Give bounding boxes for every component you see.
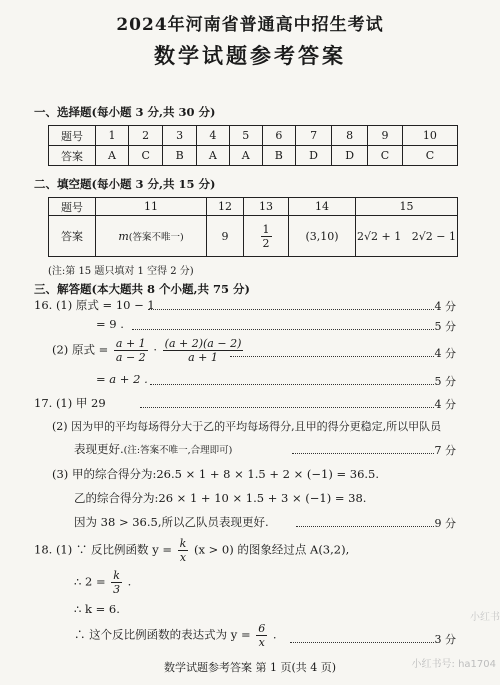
q18-part1-line3: ∴ k = 6. [74, 602, 120, 616]
fraction-numerator: k [113, 569, 120, 582]
question-number: 3 [163, 126, 196, 146]
answer-cell [244, 216, 289, 257]
answer-cell: C [402, 146, 457, 166]
q18-text: ∴ 这个反比例函数的表达式为 y = [74, 627, 251, 642]
q17-part3-line1: (3) 甲的综合得分为:26.5 × 1 + 8 × 1.5 + 2 × (−1) = 36.5. [52, 467, 380, 481]
dot-leader [150, 384, 434, 385]
answer-cell: B [163, 146, 196, 166]
fraction-numerator: (a + 2)(a − 2) [164, 337, 242, 350]
watermark: 小红书 [470, 612, 500, 623]
q17-part3-line3: 因为 38 > 36.5,所以乙队员表现更好. [74, 515, 269, 529]
score-label: 5 分 [434, 320, 456, 333]
answer-cell: A [196, 146, 229, 166]
q17-part2-line1: (2) 因为甲的平均每场得分大于乙的平均每场得分,且甲的得分更稳定,所以甲队员 [52, 420, 442, 433]
q18-text: ∴ 2 = [74, 574, 106, 589]
score-label: 4 分 [434, 300, 456, 313]
question-number: 8 [332, 126, 368, 146]
q18-part1-line1 [34, 537, 349, 564]
q18-part1-line4 [74, 622, 277, 649]
q17-part2-line2 [74, 441, 232, 457]
scoring-note: (注:第 15 题只填对 1 空得 2 分) [48, 266, 194, 277]
score-label: 7 分 [434, 444, 456, 457]
dot-leader [296, 526, 434, 527]
answer-note: (答案不唯一) [128, 232, 184, 243]
score-label: 3 分 [434, 633, 456, 646]
answer-second: 2√2 − 1 [411, 229, 456, 243]
answer-cell: C [368, 146, 403, 166]
row-label: 答案 [49, 216, 96, 257]
answer-cell [356, 216, 458, 257]
fill-blank-answer-table [48, 197, 458, 257]
question-number: 15 [356, 198, 458, 216]
section3-heading: 三、解答题(本大题共 8 个小题,共 75 分) [34, 282, 250, 296]
question-number: 6 [262, 126, 295, 146]
question-number: 7 [296, 126, 332, 146]
answer-cell: A [229, 146, 262, 166]
fraction [261, 223, 272, 250]
q16-part2-line2: = a + 2 . [96, 372, 148, 386]
dot-leader [148, 309, 434, 310]
answer-cell: C [128, 146, 163, 166]
fraction-denominator: 3 [113, 583, 121, 596]
dot-leader [132, 329, 434, 330]
row-label: 题号 [49, 126, 96, 146]
q17-part1: 17. (1) 甲 29 [34, 396, 106, 410]
score-label: 4 分 [434, 347, 456, 360]
row-label: 题号 [49, 198, 96, 216]
exam-title: 2024年河南省普通高中招生考试 [116, 15, 384, 35]
section1-heading: 一、选择题(每小题 3 分,共 30 分) [34, 105, 216, 119]
score-label: 4 分 [434, 398, 456, 411]
fraction [111, 569, 122, 596]
dot-leader [230, 356, 434, 357]
fraction-denominator: 2 [262, 236, 270, 250]
answer-note: (注:答案不唯一,合理即可) [123, 445, 233, 456]
q16-part2-label: (2) 原式 = [52, 342, 109, 357]
answer-cell: D [332, 146, 368, 166]
question-number: 2 [128, 126, 163, 146]
fraction-numerator: a + 1 [115, 337, 146, 350]
answer-cell: D [296, 146, 332, 166]
row-label: 答案 [49, 146, 96, 166]
question-number: 12 [207, 198, 244, 216]
question-number: 10 [402, 126, 457, 146]
question-number: 13 [244, 198, 289, 216]
table-row [49, 198, 458, 216]
fraction-denominator: a − 2 [115, 351, 146, 364]
question-number: 4 [196, 126, 229, 146]
fraction-numerator: 6 [258, 622, 266, 635]
fraction [163, 337, 244, 364]
answer-variable: m [118, 230, 129, 243]
fraction-numerator: 1 [262, 222, 270, 236]
q16-part1-line1: 16. (1) 原式 = 10 − 1 [34, 298, 155, 312]
multiply-dot: · [153, 342, 157, 357]
dot-leader [290, 642, 434, 643]
page-footer: 数学试题参考答案 第 1 页(共 4 页) [163, 661, 337, 674]
answer-cell: A [96, 146, 129, 166]
answer-first: 2√2 + 1 [357, 229, 402, 243]
section2-heading: 二、填空题(每小题 3 分,共 15 分) [34, 177, 216, 191]
q17-part3-line2: 乙的综合得分为:26 × 1 + 10 × 1.5 + 3 × (−1) = 38. [74, 491, 367, 505]
q17-part2-text: 表现更好. [74, 442, 124, 456]
table-row [49, 146, 458, 166]
q18-text: . [272, 627, 277, 642]
watermark: 小红书号: ha1704 [411, 659, 496, 670]
fraction [178, 537, 189, 564]
answer-cell: (3,10) [289, 216, 356, 257]
fraction-denominator: a + 1 [188, 351, 218, 364]
q18-text: 18. (1) ∵ 反比例函数 y = [34, 542, 172, 557]
question-number: 5 [229, 126, 262, 146]
answer-cell [96, 216, 207, 257]
score-label: 5 分 [434, 375, 456, 388]
answer-cell: 9 [207, 216, 244, 257]
fraction-denominator: x [258, 636, 265, 649]
q18-part1-line2 [74, 569, 131, 596]
fraction [256, 622, 267, 649]
q18-text: . [127, 574, 132, 589]
fraction-numerator: k [179, 537, 187, 550]
dot-leader [292, 453, 434, 454]
fraction-denominator: x [179, 551, 187, 564]
fraction [114, 337, 148, 364]
q16-part1-line2: = 9 . [96, 317, 124, 331]
choice-answer-table [48, 125, 458, 166]
question-number: 9 [368, 126, 403, 146]
question-number: 11 [96, 198, 207, 216]
answer-key-title: 数学试题参考答案 [154, 43, 346, 68]
dot-leader [140, 407, 434, 408]
question-number: 14 [289, 198, 356, 216]
q18-text: (x > 0) 的图象经过点 A(3,2), [193, 542, 350, 557]
q16-part2-line1 [52, 337, 245, 364]
table-row [49, 216, 458, 257]
question-number: 1 [96, 126, 129, 146]
table-row [49, 126, 458, 146]
score-label: 9 分 [434, 517, 456, 530]
answer-cell: B [262, 146, 295, 166]
